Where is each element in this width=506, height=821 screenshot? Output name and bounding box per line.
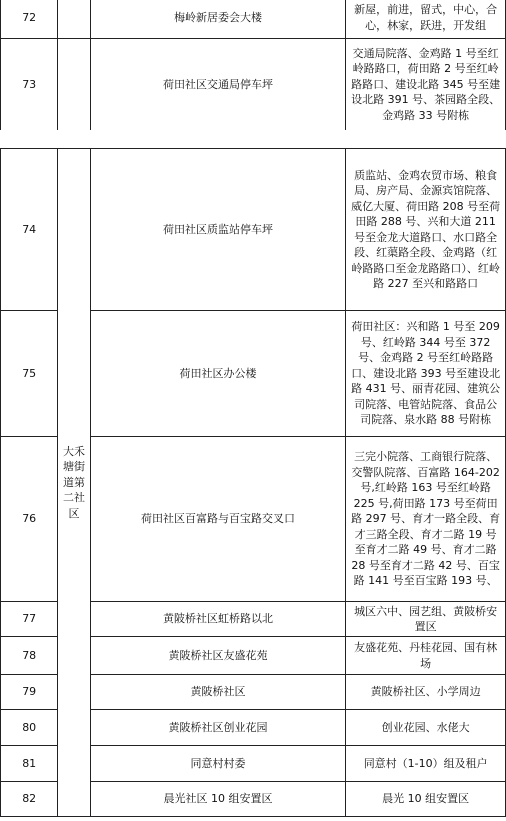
- area-cell: 黄陂桥社区、小学周边: [346, 675, 506, 710]
- row-number: 82: [1, 782, 58, 817]
- table-row: [1, 39, 506, 131]
- location-cell: 荷田社区办公楼: [90, 311, 346, 437]
- area-cell: 新屋，前进，留式，中心，合心，林家，跃进，开发组: [346, 0, 506, 39]
- location-cell: 同意村村委: [90, 746, 346, 782]
- row-number: 73: [1, 39, 58, 131]
- location-cell: 黄陂桥社区友盛花苑: [90, 637, 346, 675]
- row-number: 75: [1, 311, 58, 437]
- area-cell: 晨光 10 组安置区: [346, 782, 506, 817]
- area-cell: 城区六中、园艺组、黄陂桥安置区: [346, 602, 506, 637]
- row-number: 81: [1, 746, 58, 782]
- row-number: 79: [1, 675, 58, 710]
- location-cell: 晨光社区 10 组安置区: [90, 782, 346, 817]
- area-cell: 交通局院落、金鸡路 1 号至红岭路路口，荷田路 2 号至红岭路路口、建设北路 345 号至建设北路 391 号、茶园路全段、金鸡路 33 号附栋: [346, 39, 506, 131]
- row-number: 76: [1, 437, 58, 602]
- row-number: 74: [1, 149, 58, 311]
- area-cell: 同意村（1-10）组及租户: [346, 746, 506, 782]
- row-number: 78: [1, 637, 58, 675]
- main-table: [0, 148, 506, 817]
- page-break-gap: [0, 130, 506, 148]
- row-number: 80: [1, 710, 58, 746]
- district-label: 大禾塘街道第二社区: [63, 444, 86, 520]
- area-cell: 质监站、金鸡农贸市场、粮食局、房产局、金源宾馆院落、威亿大厦、荷田路 208 号至荷田路 288 号、兴和大道 211 号至金龙大道路口、水口路全段、红蕖路全段、金鸡路（红岭路路口至金龙路路口）、红岭路 227 至兴和路路口: [346, 149, 506, 311]
- table-row: [1, 0, 506, 39]
- location-cell: 黄陂桥社区创业花园: [90, 710, 346, 746]
- location-cell: 荷田社区质监站停车坪: [90, 149, 346, 311]
- table-row: [1, 149, 506, 311]
- row-number: 77: [1, 602, 58, 637]
- location-cell: 黄陂桥社区: [90, 675, 346, 710]
- area-cell: 创业花园、水佬大: [346, 710, 506, 746]
- district-cell: [58, 149, 90, 817]
- area-cell: 荷田社区：兴和路 1 号至 209 号、红岭路 344 号至 372 号、金鸡路 2 号至红岭路路口、建设北路 393 号至建设北路 431 号、丽青花园、建筑公司院落、电管站院落、食品公司院落、泉水路 88 号附栋: [346, 311, 506, 437]
- location-cell: 荷田社区交通局停车坪: [90, 39, 346, 131]
- merged-cell: [58, 39, 90, 131]
- top-table: [0, 0, 506, 131]
- merged-cell: [58, 0, 90, 39]
- location-cell: 荷田社区百富路与百宝路交叉口: [90, 437, 346, 602]
- row-number: 72: [1, 0, 58, 39]
- area-cell: 友盛花苑、丹桂花园、国有林场: [346, 637, 506, 675]
- location-cell: 黄陂桥社区虹桥路以北: [90, 602, 346, 637]
- area-cell: 三完小院落、工商银行院落、交警队院落、百富路 164-202 号,红岭路 163 号至红岭路 225 号,荷田路 173 号至荷田路 297 号、育才一路全段、育才三路全段、育才二路 19 号至育才二路 49 号、育才二路 28 号至育才二路 42 号、百宝路 141 号至百宝路 193 号、: [346, 437, 506, 602]
- location-cell: 梅岭新居委会大楼: [90, 0, 346, 39]
